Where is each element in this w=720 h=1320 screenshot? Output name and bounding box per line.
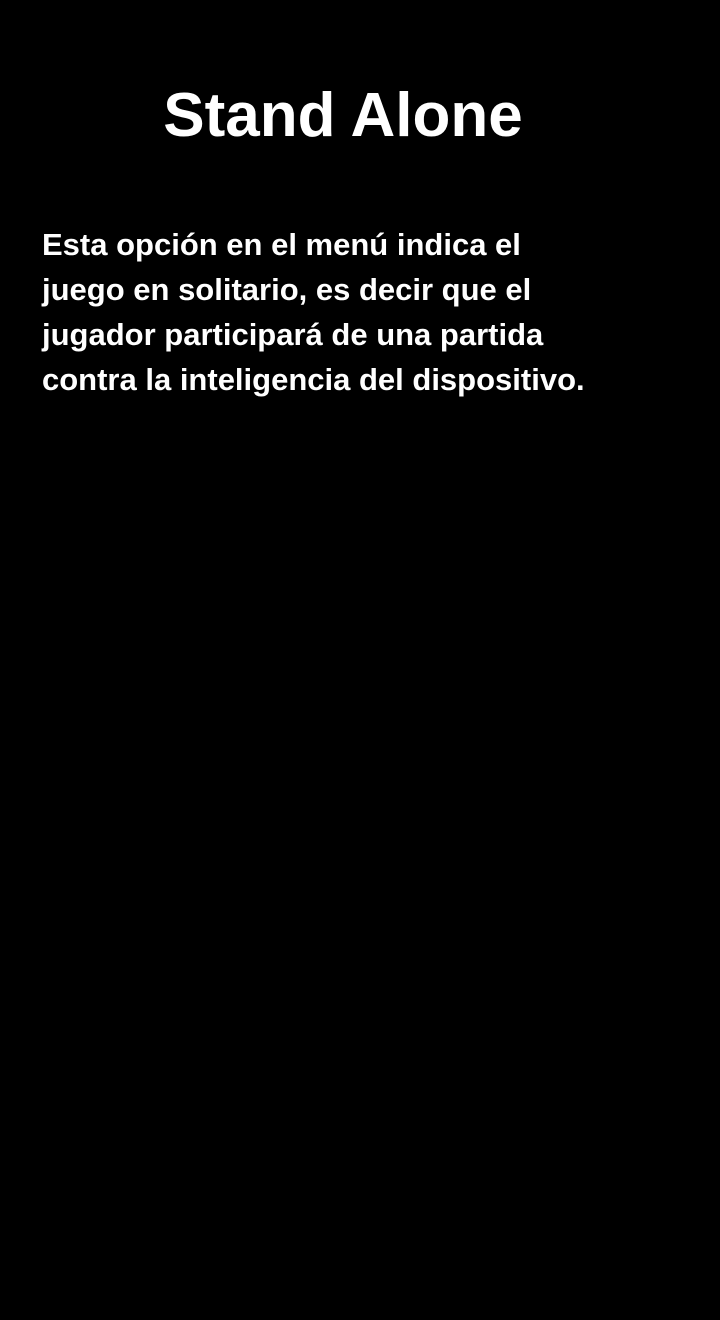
description-line: jugador participará de una partida [42, 317, 544, 352]
description-line: juego en solitario, es decir que el [42, 272, 532, 307]
page-title: Stand Alone [163, 81, 523, 150]
description-line: contra la inteligencia del dispositivo. [42, 362, 585, 397]
mode-description [42, 222, 702, 402]
description-line: Esta opción en el menú indica el [42, 227, 521, 262]
